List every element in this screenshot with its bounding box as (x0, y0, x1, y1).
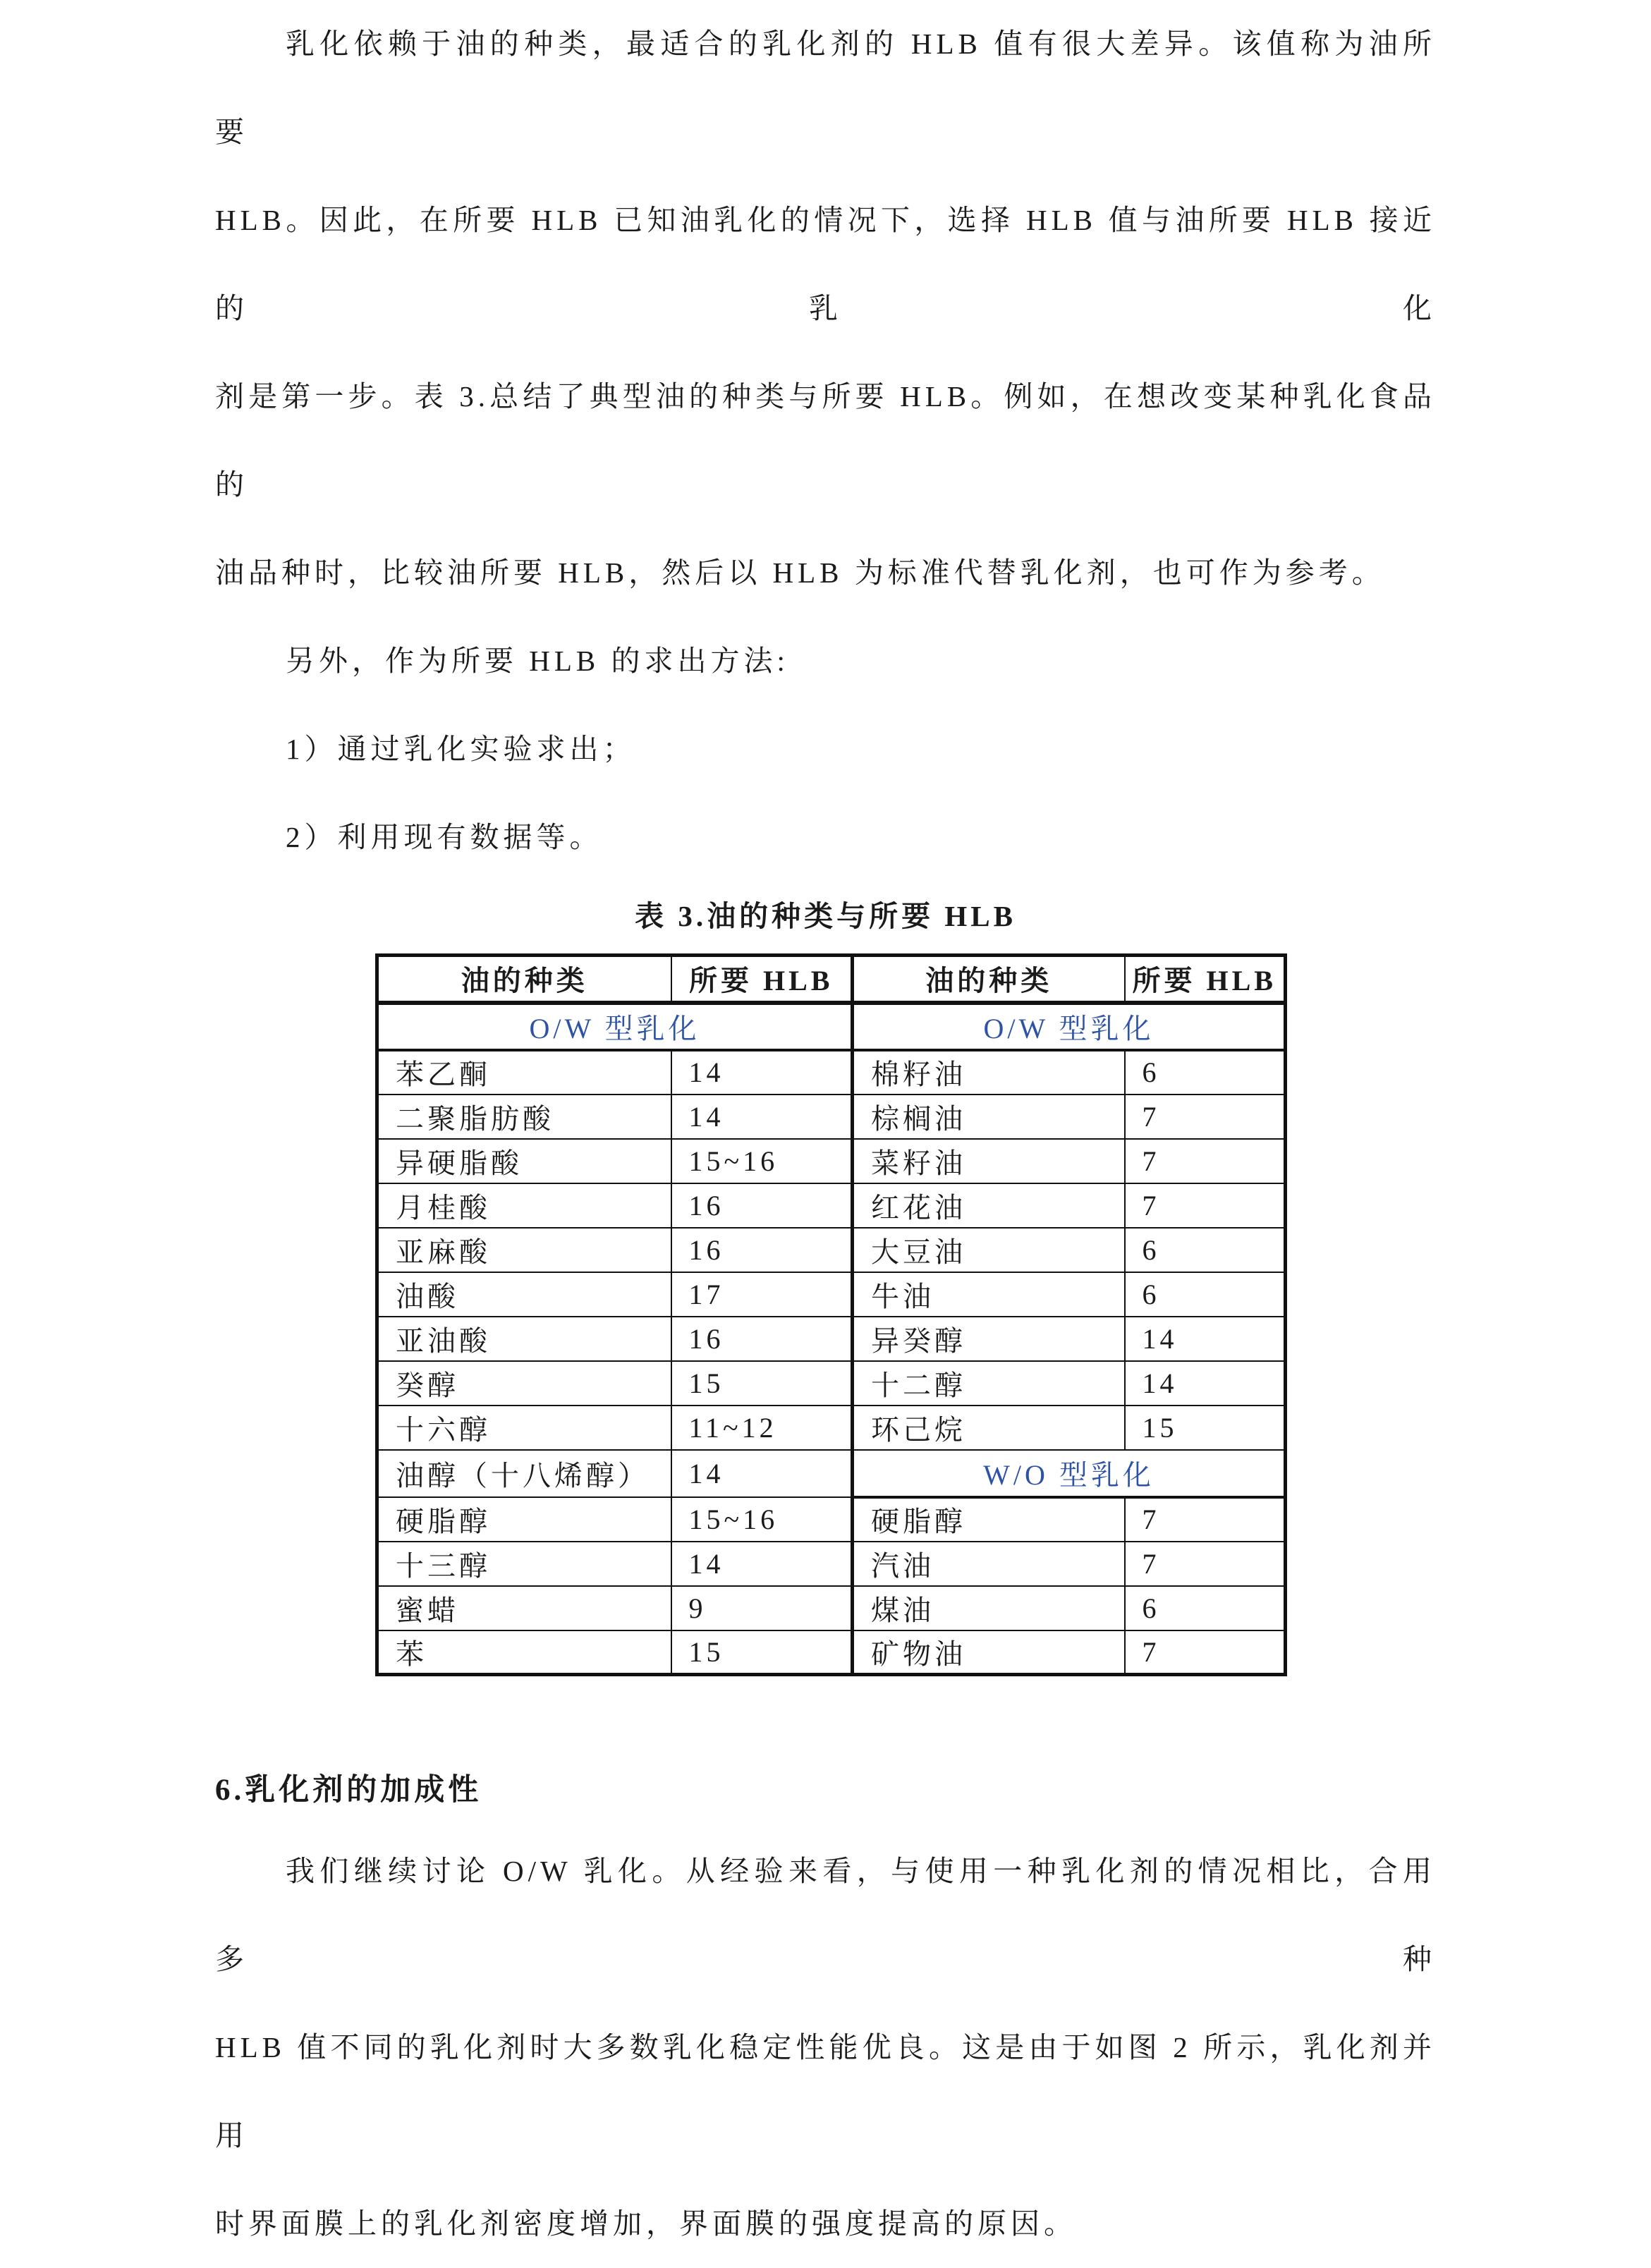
table-row (377, 1183, 1286, 1228)
hlb-value-cell: 6 (1125, 1228, 1286, 1272)
hlb-value-cell: 6 (1125, 1272, 1286, 1317)
header-oil-type-right: 油的种类 (853, 956, 1125, 1003)
hlb-value-cell: 7 (1125, 1139, 1286, 1183)
hlb-value-cell: 15 (1125, 1406, 1286, 1450)
table-row (377, 1050, 1286, 1095)
oil-name-cell: 十六醇 (377, 1406, 671, 1450)
oil-name-cell: 十三醇 (377, 1542, 671, 1586)
paragraph-hlb-methods-lead: 另外，作为所要 HLB 的求出方法: (286, 645, 789, 677)
hlb-value-cell: 16 (671, 1317, 853, 1361)
oil-name-cell: 矿物油 (853, 1630, 1125, 1675)
oil-name-cell: 十二醇 (853, 1361, 1125, 1406)
hlb-value-cell: 15 (671, 1361, 853, 1406)
hlb-value-cell: 14 (671, 1542, 853, 1586)
hlb-value-cell: 14 (1125, 1317, 1286, 1361)
oil-name-cell: 亚麻酸 (377, 1228, 671, 1272)
hlb-value-cell: 7 (1125, 1630, 1286, 1675)
oil-name-cell: 油酸 (377, 1272, 671, 1317)
paragraph-line: 时界面膜上的乳化剂密度增加，界面膜的强度提高的原因。 (215, 2207, 1077, 2240)
oil-name-cell: 棉籽油 (853, 1050, 1125, 1095)
paragraph-line: 我们继续讨论 O/W 乳化。从经验来看，与使用一种乳化剂的情况相比，合用多种 (215, 1855, 1436, 1975)
oil-name-cell: 亚油酸 (377, 1317, 671, 1361)
hlb-value-cell: 7 (1125, 1095, 1286, 1139)
hlb-value-cell: 7 (1125, 1542, 1286, 1586)
hlb-value-cell: 14 (671, 1095, 853, 1139)
table-row (377, 1586, 1286, 1630)
oil-name-cell: 红花油 (853, 1183, 1125, 1228)
hlb-value-cell: 16 (671, 1183, 853, 1228)
table-3-title: 表 3.油的种类与所要 HLB (635, 900, 1016, 932)
wo-emulsion-label: W/O 型乳化 (853, 1450, 1286, 1497)
subheader-row-ow (377, 1003, 1286, 1050)
oil-name-cell: 硬脂醇 (377, 1497, 671, 1542)
ow-emulsion-label-right: O/W 型乳化 (853, 1003, 1286, 1050)
hlb-value-cell: 15~16 (671, 1497, 853, 1542)
table-row (377, 1228, 1286, 1272)
table-row (377, 1139, 1286, 1183)
oil-name-cell: 菜籽油 (853, 1139, 1125, 1183)
paragraph-line: HLB 值不同的乳化剂时大多数乳化稳定性能优良。这是由于如图 2 所示，乳化剂并用 (215, 2031, 1436, 2152)
oil-name-cell: 异癸醇 (853, 1317, 1125, 1361)
hlb-value-cell: 11~12 (671, 1406, 853, 1450)
oil-name-cell: 癸醇 (377, 1361, 671, 1406)
table-row (377, 1095, 1286, 1139)
oil-name-cell: 硬脂醇 (853, 1497, 1125, 1542)
oil-name-cell: 大豆油 (853, 1228, 1125, 1272)
oil-name-cell: 汽油 (853, 1542, 1125, 1586)
oil-name-cell: 苯 (377, 1630, 671, 1675)
oil-name-cell: 异硬脂酸 (377, 1139, 671, 1183)
hlb-value-cell: 14 (671, 1450, 853, 1497)
header-required-hlb-right: 所要 HLB (1125, 956, 1286, 1003)
hlb-value-cell: 14 (1125, 1361, 1286, 1406)
hlb-value-cell: 7 (1125, 1497, 1286, 1542)
oil-name-cell: 牛油 (853, 1272, 1125, 1317)
section-heading-6: 6.乳化剂的加成性 (215, 1774, 482, 1807)
oil-name-cell: 煤油 (853, 1586, 1125, 1630)
paragraph-line: HLB。因此，在所要 HLB 已知油乳化的情况下，选择 HLB 值与油所要 HLB 接近的乳化 (215, 204, 1436, 324)
hlb-value-cell: 16 (671, 1228, 853, 1272)
table-row (377, 1630, 1286, 1675)
table-header-row (377, 956, 1286, 1003)
hlb-value-cell: 17 (671, 1272, 853, 1317)
header-required-hlb-left: 所要 HLB (671, 956, 853, 1003)
hlb-value-cell: 15~16 (671, 1139, 853, 1183)
hlb-value-cell: 9 (671, 1586, 853, 1630)
oil-name-cell: 苯乙酮 (377, 1050, 671, 1095)
oil-name-cell: 油醇（十八烯醇） (377, 1450, 671, 1497)
oil-name-cell: 棕榈油 (853, 1095, 1125, 1139)
paragraph-line: 剂是第一步。表 3.总结了典型油的种类与所要 HLB。例如，在想改变某种乳化食品的 (215, 380, 1436, 501)
paragraph-oil-hlb-intro (215, 0, 1436, 617)
oil-name-cell: 环己烷 (853, 1406, 1125, 1450)
paragraph-line: 油品种时，比较油所要 HLB，然后以 HLB 为标准代替乳化剂，也可作为参考。 (215, 556, 1385, 589)
table-row (377, 1272, 1286, 1317)
paragraph-line: 乳化依赖于油的种类，最适合的乳化剂的 HLB 值有很大差异。该值称为油所要 (215, 28, 1436, 148)
table-row (377, 1361, 1286, 1406)
table-row (377, 1497, 1286, 1542)
header-oil-type-left: 油的种类 (377, 956, 671, 1003)
table-row-with-wo-subheader (377, 1450, 1286, 1497)
method-item-2: 2）利用现有数据等。 (286, 821, 603, 853)
hlb-value-cell: 7 (1125, 1183, 1286, 1228)
table-row (377, 1542, 1286, 1586)
table-row (377, 1406, 1286, 1450)
paragraph-emulsifier-additivity (215, 1827, 1436, 2268)
ow-emulsion-label-left: O/W 型乳化 (377, 1003, 853, 1050)
method-item-1: 1）通过乳化实验求出； (286, 733, 636, 765)
hlb-value-cell: 6 (1125, 1050, 1286, 1095)
hlb-table (375, 953, 1287, 1676)
hlb-value-cell: 6 (1125, 1586, 1286, 1630)
table-row (377, 1317, 1286, 1361)
hlb-value-cell: 14 (671, 1050, 853, 1095)
oil-name-cell: 月桂酸 (377, 1183, 671, 1228)
oil-name-cell: 蜜蜡 (377, 1586, 671, 1630)
oil-name-cell: 二聚脂肪酸 (377, 1095, 671, 1139)
hlb-value-cell: 15 (671, 1630, 853, 1675)
